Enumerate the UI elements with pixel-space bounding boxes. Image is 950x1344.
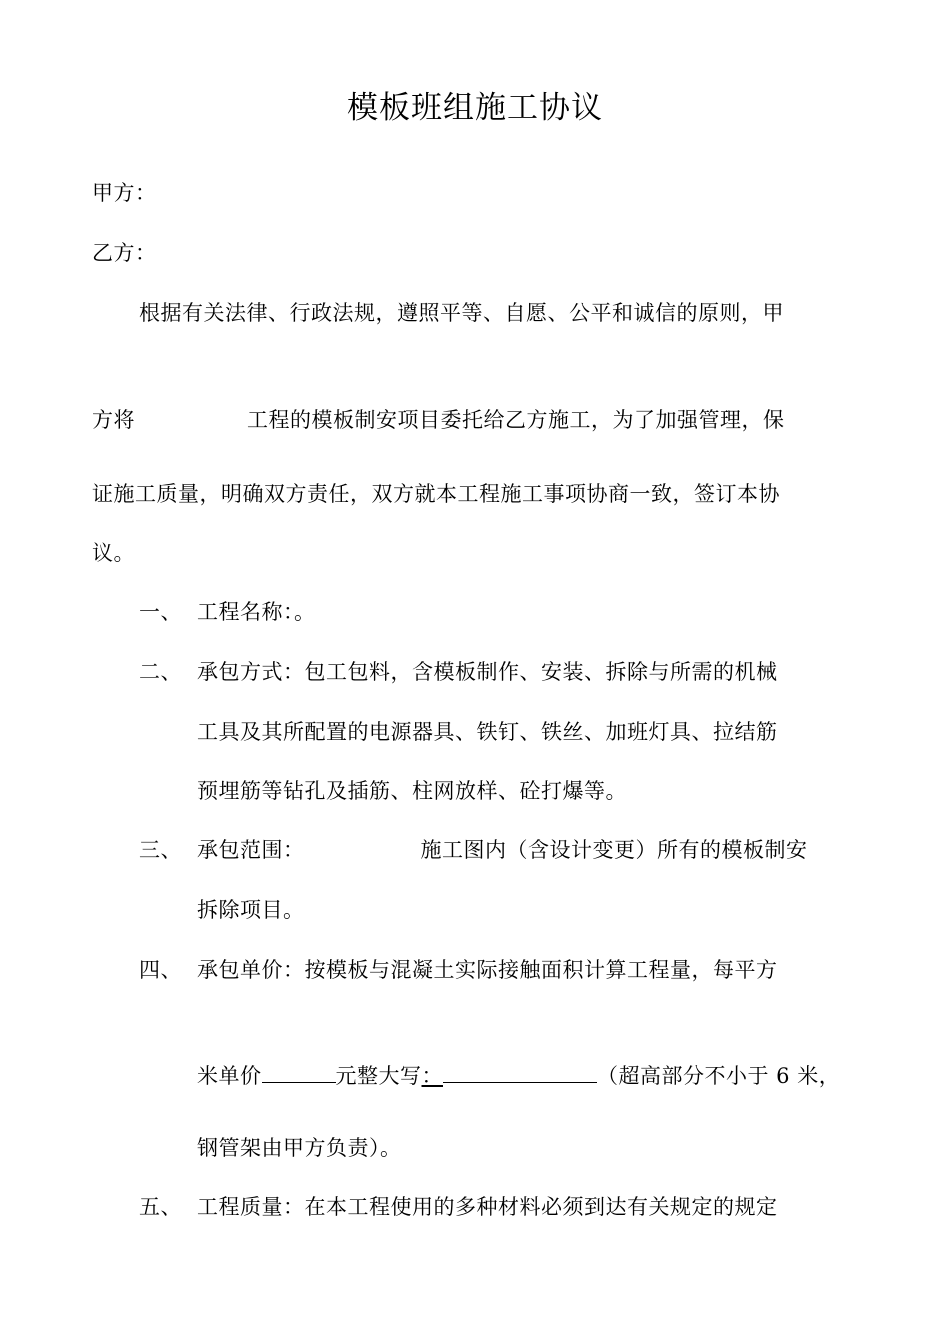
intro-line-2-end: 工程的模板制安项目委托给乙方施工，为了加强管理，保 [247,408,785,432]
section-3-number: 三、 [139,838,182,862]
section-4-line-3: 钢管架由甲方负责）。 [197,1136,402,1160]
section-2-number: 二、 [139,660,182,684]
section-5-number: 五、 [139,1195,182,1219]
intro-line-3: 证施工质量，明确双方责任，双方就本工程施工事项协商一致，签订本协 [92,482,780,506]
section-4-line-2 [197,1060,840,1091]
section-5-line-1: 工程质量：在本工程使用的多种材料必须到达有关规定的规定 [197,1195,778,1219]
section-3-line-1 [197,835,808,865]
section-2-line-1: 承包方式：包工包料，含模板制作、安装、拆除与所需的机械 [197,660,778,684]
amount-colon: ： [421,1064,443,1088]
section-2-line-3: 预埋筋等钻孔及插筋、柱网放样、砼打爆等。 [197,779,627,803]
section-3-label: 承包范围： [197,838,305,862]
party-b-label: 乙方： [92,241,157,265]
party-a-label: 甲方： [92,181,157,205]
intro-line-2 [92,405,785,435]
section-4-line-1: 承包单价：按模板与混凝土实际接触面积计算工程量，每平方 [197,958,778,982]
intro-line-1: 根据有关法律、行政法规，遵照平等、自愿、公平和诚信的原则，甲 [139,301,784,325]
amount-in-words-label: 元整大写 [335,1064,422,1088]
section-3-line-2: 拆除项目。 [197,898,305,922]
section-2-line-2: 工具及其所配置的电源器具、铁钉、铁丝、加班灯具、拉结筋 [197,720,778,744]
unit-price-blank [262,1060,336,1083]
section-3-scope-text: 施工图内（含设计变更）所有的模板制安 [420,838,808,862]
unit-price-label: 米单价 [197,1064,262,1088]
amount-in-words-blank [443,1060,597,1083]
section-1-number: 一、 [139,600,182,624]
height-note: （超高部分不小于 6 米， [597,1064,841,1088]
section-4-number: 四、 [139,958,182,982]
section-1-text: 工程名称：。 [197,600,316,624]
intro-line-2-start: 方将 [92,408,135,432]
document-title: 模板班组施工协议 [347,90,603,126]
intro-line-4: 议。 [92,541,135,565]
